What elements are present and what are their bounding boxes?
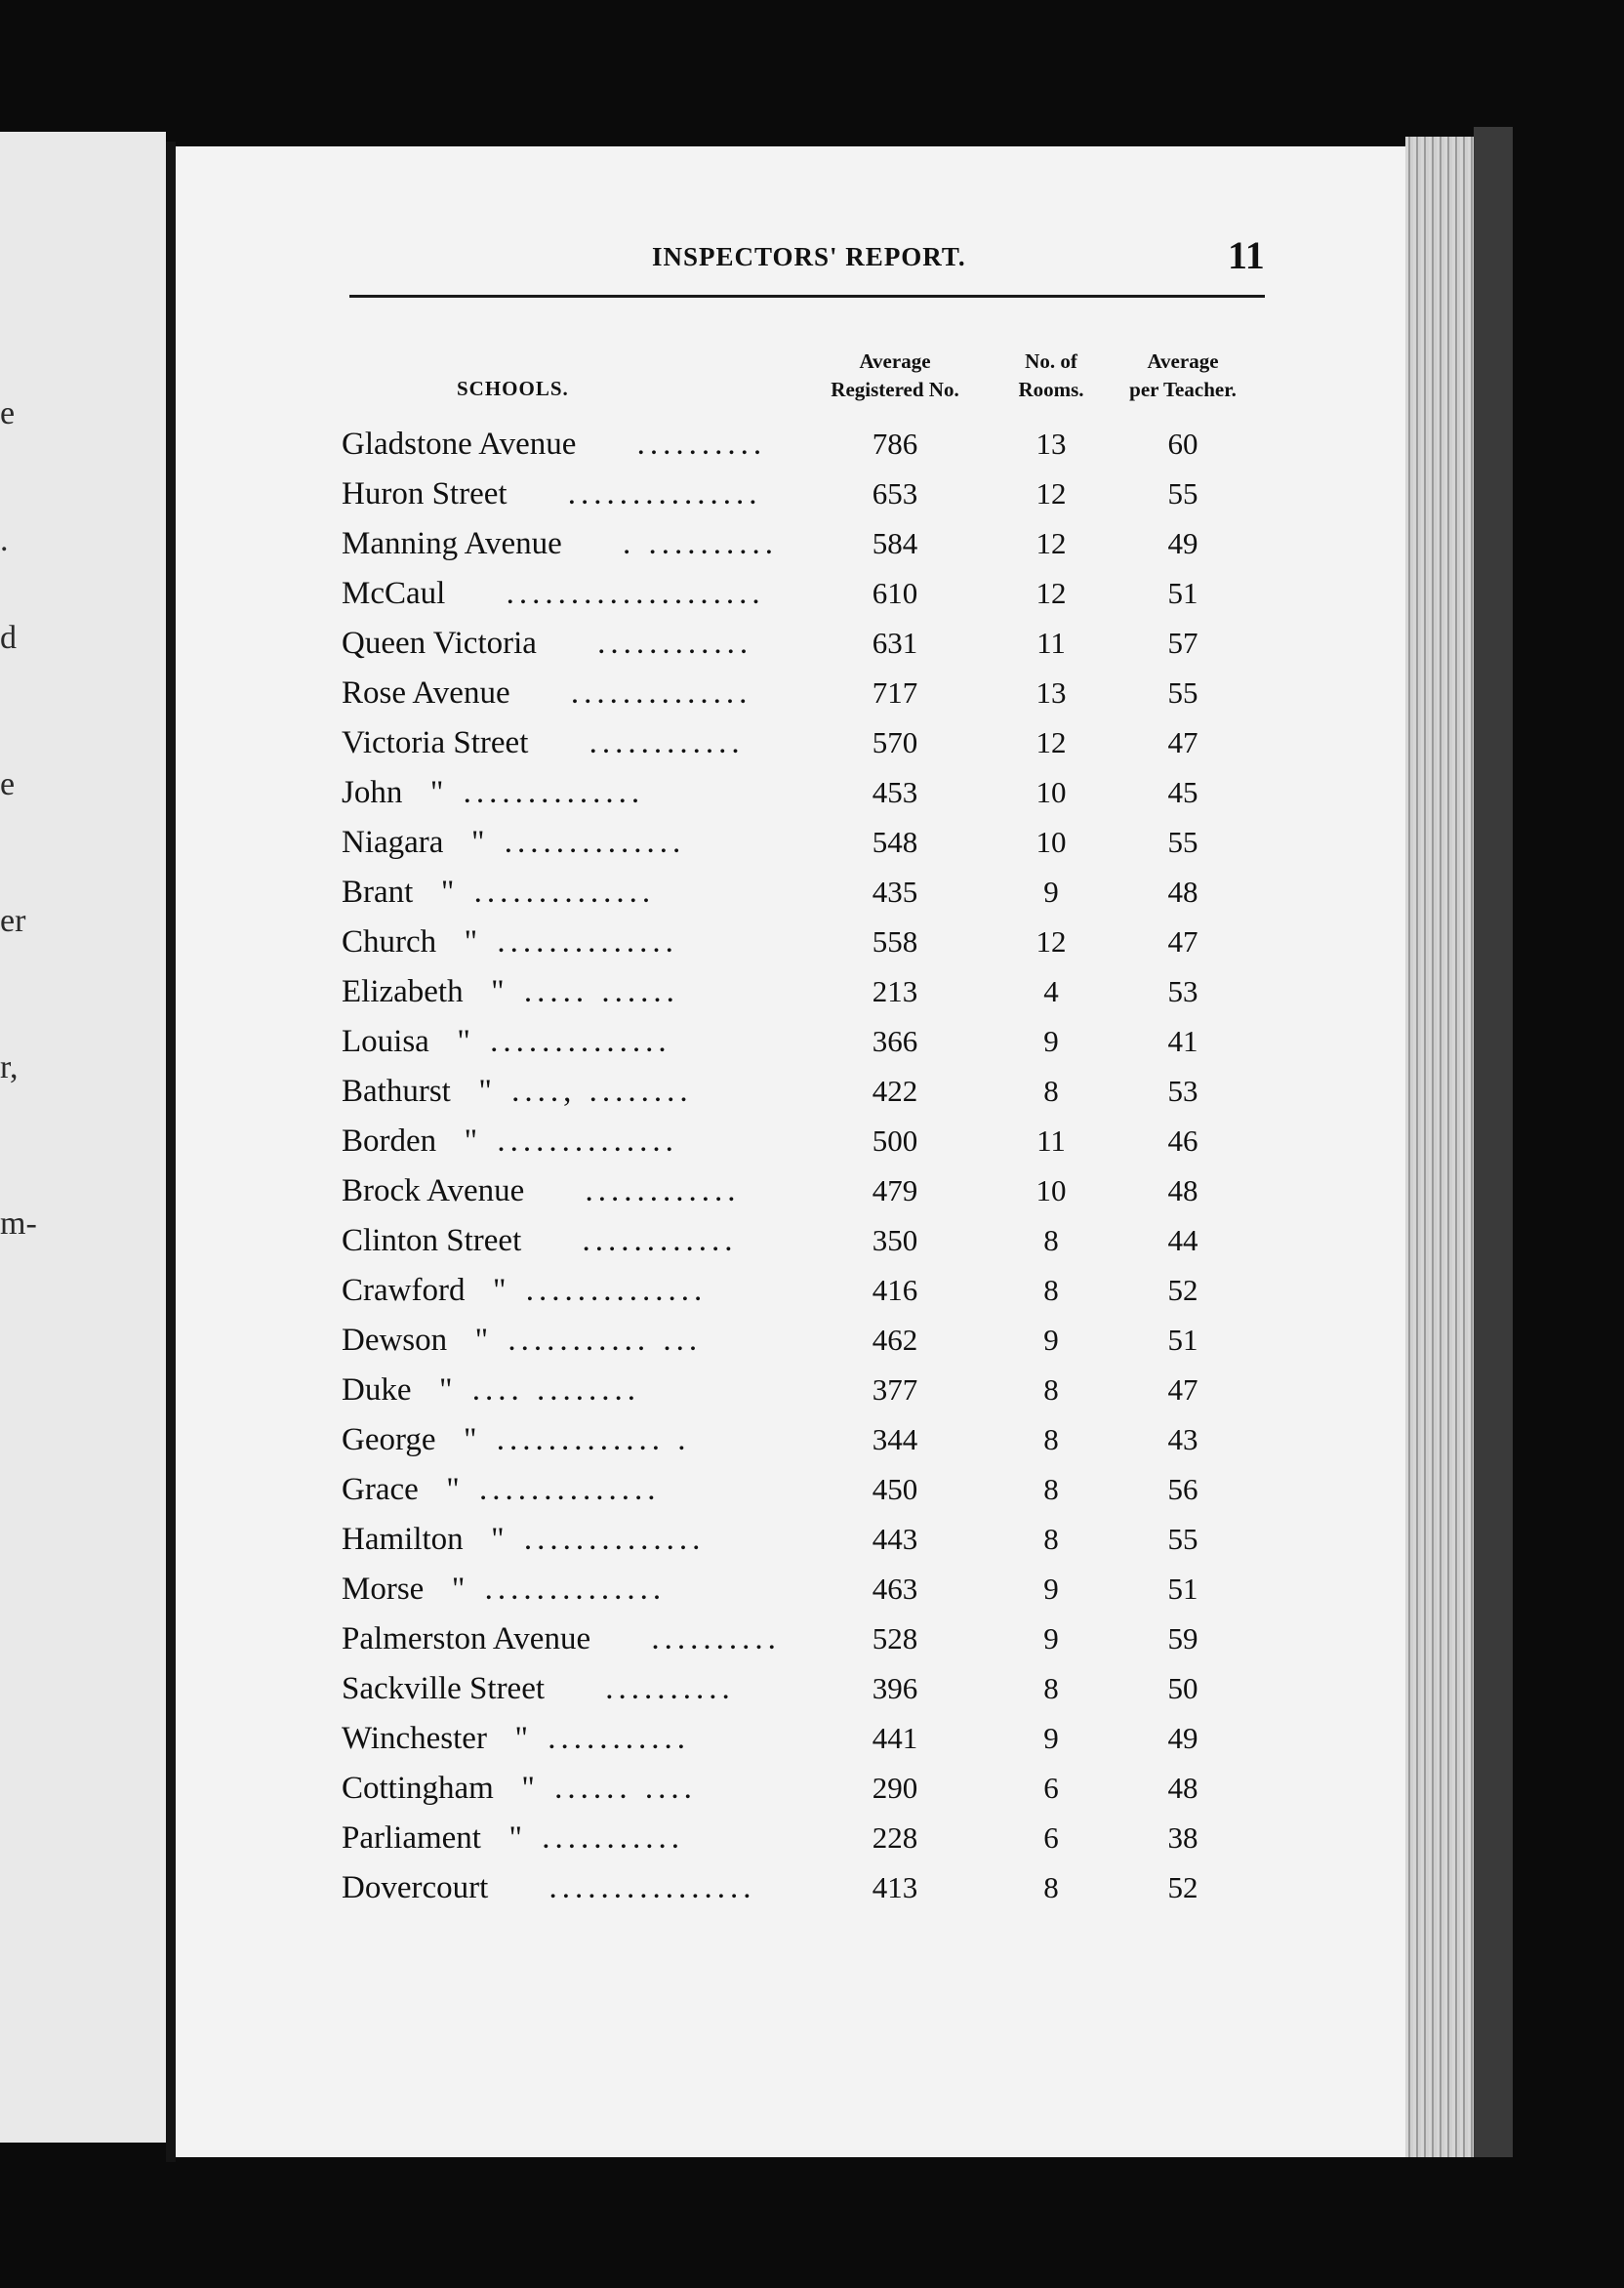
school-name: Morse	[342, 1572, 425, 1607]
table-row	[342, 1614, 1279, 1663]
rooms-cell: 12	[1035, 576, 1067, 610]
registered-cell: 479	[872, 1173, 918, 1207]
ditto-mark: "	[508, 1820, 522, 1856]
school-name: Brant	[342, 875, 414, 910]
registered-cell: 413	[872, 1870, 918, 1904]
rooms-cell: 8	[1043, 1223, 1059, 1257]
book-gutter	[166, 142, 176, 2162]
registered-cell: 441	[872, 1721, 918, 1755]
school-name: Niagara	[342, 825, 444, 860]
ditto-mark: "	[446, 1472, 460, 1507]
registered-cell: 528	[872, 1621, 918, 1655]
per-teacher-cell: 51	[1167, 576, 1198, 610]
leader-dots: ..............	[523, 1522, 706, 1557]
facing-page-text: r,	[0, 1049, 19, 1085]
table-row	[342, 669, 1279, 717]
column-header-line: No. of	[1025, 349, 1077, 373]
ditto-mark: "	[478, 1074, 492, 1109]
school-name: Dewson	[342, 1323, 448, 1358]
registered-cell: 366	[872, 1024, 918, 1058]
column-header-line: per Teacher.	[1129, 378, 1237, 401]
school-name-cell	[342, 768, 800, 817]
per-teacher-cell: 51	[1167, 1572, 1198, 1606]
column-header-line: Rooms.	[1018, 378, 1084, 401]
per-teacher-cell: 55	[1167, 1522, 1198, 1556]
school-name: George	[342, 1422, 436, 1457]
table-row	[342, 967, 1279, 1016]
school-name-cell	[342, 1117, 800, 1165]
school-name-cell	[342, 918, 800, 966]
table-row	[342, 818, 1279, 867]
rooms-cell: 9	[1043, 1323, 1059, 1357]
ditto-mark: "	[492, 1273, 507, 1308]
registered-cell: 435	[872, 875, 918, 909]
rooms-cell: 8	[1043, 1472, 1059, 1506]
ditto-mark: "	[438, 1372, 453, 1408]
rooms-cell: 8	[1043, 1273, 1059, 1307]
facing-page-text: d	[0, 620, 17, 656]
school-name-cell	[342, 669, 800, 717]
table-row	[342, 768, 1279, 817]
school-name: Crawford	[342, 1273, 466, 1308]
rooms-cell: 12	[1035, 526, 1067, 560]
rooms-cell: 10	[1035, 775, 1067, 809]
leader-dots: ..............	[473, 875, 656, 910]
ditto-mark: "	[464, 1124, 478, 1159]
per-teacher-cell: 38	[1167, 1820, 1198, 1855]
school-name: Winchester	[342, 1721, 487, 1756]
leader-dots: ..............	[504, 825, 686, 860]
school-name-cell	[342, 1764, 800, 1813]
per-teacher-cell: 47	[1167, 725, 1198, 759]
school-name-cell	[342, 619, 800, 668]
school-name-cell	[342, 1415, 800, 1464]
table-row	[342, 519, 1279, 568]
per-teacher-cell: 49	[1167, 526, 1198, 560]
leader-dots: ....................	[506, 576, 765, 611]
per-teacher-cell: 57	[1167, 626, 1198, 660]
school-name: Sackville Street	[342, 1671, 546, 1706]
rooms-cell: 8	[1043, 1671, 1059, 1705]
school-name: Clinton Street	[342, 1223, 522, 1258]
school-name: Parliament	[342, 1820, 481, 1856]
school-name: Rose Avenue	[342, 675, 510, 711]
table-row	[342, 1814, 1279, 1862]
registered-cell: 584	[872, 526, 918, 560]
table-row	[342, 470, 1279, 518]
school-name: Brock Avenue	[342, 1173, 525, 1208]
school-name-cell	[342, 1017, 800, 1066]
school-name: Cottingham	[342, 1771, 494, 1806]
rooms-cell: 10	[1035, 1173, 1067, 1207]
leader-dots: ............	[585, 1173, 741, 1208]
table-row	[342, 1266, 1279, 1315]
registered-cell: 653	[872, 476, 918, 511]
per-teacher-cell: 53	[1167, 1074, 1198, 1108]
school-name-cell	[342, 1266, 800, 1315]
leader-dots: ..............	[497, 924, 678, 960]
table-row	[342, 1316, 1279, 1365]
running-head: INSPECTORS' REPORT.	[652, 242, 966, 271]
leader-dots: .... ........	[471, 1372, 640, 1408]
table-row	[342, 1863, 1279, 1912]
ditto-mark: "	[474, 1323, 489, 1358]
rooms-cell: 6	[1043, 1771, 1059, 1805]
ditto-mark: "	[429, 775, 444, 810]
ditto-mark: "	[464, 924, 478, 960]
facing-page-text: er	[0, 903, 26, 939]
leader-dots: ..............	[497, 1124, 678, 1159]
column-header-registered	[812, 347, 978, 404]
registered-cell: 548	[872, 825, 918, 859]
school-name: John	[342, 775, 403, 810]
school-name: Louisa	[342, 1024, 429, 1059]
school-name-cell	[342, 1465, 800, 1514]
ditto-mark: "	[491, 974, 505, 1009]
table-row	[342, 1216, 1279, 1265]
leader-dots: ...........	[548, 1721, 690, 1756]
registered-cell: 462	[872, 1323, 918, 1357]
column-header-schools: SCHOOLS.	[457, 377, 569, 400]
registered-cell: 416	[872, 1273, 918, 1307]
leader-dots: ..........	[651, 1621, 781, 1656]
registered-cell: 422	[872, 1074, 918, 1108]
rooms-cell: 11	[1036, 626, 1066, 660]
school-name: Gladstone Avenue	[342, 427, 577, 462]
per-teacher-cell: 45	[1167, 775, 1198, 809]
registered-cell: 377	[872, 1372, 918, 1407]
table-row	[342, 718, 1279, 767]
registered-cell: 786	[872, 427, 918, 461]
school-name: Hamilton	[342, 1522, 464, 1557]
column-header-line: Registered No.	[831, 378, 959, 401]
rooms-cell: 9	[1043, 1024, 1059, 1058]
rooms-cell: 9	[1043, 1721, 1059, 1755]
school-name: Manning Avenue	[342, 526, 562, 561]
table-row	[342, 1515, 1279, 1564]
per-teacher-cell: 60	[1167, 427, 1198, 461]
school-name-cell	[342, 868, 800, 917]
school-name-cell	[342, 1614, 800, 1663]
facing-page-edge	[0, 132, 166, 2143]
registered-cell: 396	[872, 1671, 918, 1705]
registered-cell: 631	[872, 626, 918, 660]
school-name-cell	[342, 1714, 800, 1763]
school-name-cell	[342, 718, 800, 767]
rooms-cell: 13	[1035, 675, 1067, 710]
ditto-mark: "	[470, 825, 485, 860]
registered-cell: 228	[872, 1820, 918, 1855]
per-teacher-cell: 47	[1167, 1372, 1198, 1407]
leader-dots: ...... ....	[554, 1771, 697, 1806]
registered-cell: 213	[872, 974, 918, 1008]
registered-cell: 450	[872, 1472, 918, 1506]
ditto-mark: "	[457, 1024, 470, 1059]
header-rule	[349, 295, 1265, 298]
school-name: Queen Victoria	[342, 626, 537, 661]
school-name-cell	[342, 420, 800, 469]
per-teacher-cell: 55	[1167, 675, 1198, 710]
registered-cell: 717	[872, 675, 918, 710]
leader-dots: ..............	[570, 675, 752, 711]
registered-cell: 453	[872, 775, 918, 809]
per-teacher-cell: 55	[1167, 825, 1198, 859]
rooms-cell: 9	[1043, 1572, 1059, 1606]
school-name: Bathurst	[342, 1074, 451, 1109]
rooms-cell: 12	[1035, 725, 1067, 759]
ditto-mark: "	[440, 875, 455, 910]
leader-dots: ............	[589, 725, 745, 760]
per-teacher-cell: 52	[1167, 1870, 1198, 1904]
column-header-per-teacher	[1115, 347, 1251, 404]
registered-cell: 463	[872, 1572, 918, 1606]
rooms-cell: 8	[1043, 1422, 1059, 1456]
rooms-cell: 9	[1043, 1621, 1059, 1655]
leader-dots: . ..........	[623, 526, 779, 561]
registered-cell: 443	[872, 1522, 918, 1556]
per-teacher-cell: 48	[1167, 1173, 1198, 1207]
school-name-cell	[342, 1216, 800, 1265]
table-row	[342, 1415, 1279, 1464]
per-teacher-cell: 52	[1167, 1273, 1198, 1307]
school-name-cell	[342, 1664, 800, 1713]
leader-dots: ..........	[636, 427, 767, 462]
rooms-cell: 12	[1035, 924, 1067, 959]
table-row	[342, 1366, 1279, 1414]
registered-cell: 610	[872, 576, 918, 610]
rooms-cell: 12	[1035, 476, 1067, 511]
leader-dots: ........... ...	[508, 1323, 703, 1358]
school-name: Grace	[342, 1472, 419, 1507]
school-name-cell	[342, 1515, 800, 1564]
leader-dots: ............	[597, 626, 753, 661]
table-row	[342, 918, 1279, 966]
table-row	[342, 420, 1279, 469]
per-teacher-cell: 41	[1167, 1024, 1198, 1058]
table-row	[342, 1764, 1279, 1813]
school-name: Elizabeth	[342, 974, 464, 1009]
table-row	[342, 1017, 1279, 1066]
per-teacher-cell: 46	[1167, 1124, 1198, 1158]
table-row	[342, 1565, 1279, 1614]
registered-cell: 500	[872, 1124, 918, 1158]
leader-dots: ..............	[525, 1273, 708, 1308]
page-number: 11	[1228, 233, 1265, 277]
leader-dots: ................	[548, 1870, 756, 1905]
school-name-cell	[342, 967, 800, 1016]
rooms-cell: 8	[1043, 1522, 1059, 1556]
rooms-cell: 6	[1043, 1820, 1059, 1855]
rooms-cell: 8	[1043, 1870, 1059, 1904]
school-name-cell	[342, 1565, 800, 1614]
table-row	[342, 569, 1279, 618]
leader-dots: ..............	[479, 1472, 661, 1507]
rooms-cell: 4	[1043, 974, 1059, 1008]
school-name-cell	[342, 1166, 800, 1215]
per-teacher-cell: 47	[1167, 924, 1198, 959]
column-header-line: Average	[859, 349, 931, 373]
leader-dots: ..............	[463, 775, 645, 810]
leader-dots: ...........	[542, 1820, 684, 1856]
school-name-cell	[342, 569, 800, 618]
per-teacher-cell: 53	[1167, 974, 1198, 1008]
facing-page-text: e	[0, 766, 16, 802]
per-teacher-cell: 55	[1167, 476, 1198, 511]
leader-dots: ..........	[605, 1671, 735, 1706]
per-teacher-cell: 43	[1167, 1422, 1198, 1456]
per-teacher-cell: 48	[1167, 1771, 1198, 1805]
school-name: Duke	[342, 1372, 412, 1408]
school-name-cell	[342, 519, 800, 568]
table-row	[342, 1465, 1279, 1514]
table-row	[342, 1117, 1279, 1165]
school-name-cell	[342, 818, 800, 867]
column-header-rooms	[988, 347, 1115, 404]
school-name: McCaul	[342, 576, 446, 611]
leader-dots: ............. .	[496, 1422, 691, 1457]
school-name: Palmerston Avenue	[342, 1621, 591, 1656]
table-row	[342, 1067, 1279, 1116]
leader-dots: ..............	[490, 1024, 671, 1059]
table-row	[342, 619, 1279, 668]
column-header-line: Average	[1147, 349, 1219, 373]
per-teacher-cell: 48	[1167, 875, 1198, 909]
per-teacher-cell: 51	[1167, 1323, 1198, 1357]
rooms-cell: 8	[1043, 1074, 1059, 1108]
school-name-cell	[342, 1863, 800, 1912]
per-teacher-cell: 44	[1167, 1223, 1198, 1257]
school-name-cell	[342, 470, 800, 518]
per-teacher-cell: 59	[1167, 1621, 1198, 1655]
ditto-mark: "	[491, 1522, 505, 1557]
page-stack-edge	[1405, 137, 1474, 2157]
facing-page-text: e	[0, 395, 16, 431]
school-name-cell	[342, 1067, 800, 1116]
school-name: Huron Street	[342, 476, 508, 511]
table-row	[342, 1166, 1279, 1215]
registered-cell: 558	[872, 924, 918, 959]
ditto-mark: "	[451, 1572, 466, 1607]
leader-dots: ..............	[484, 1572, 667, 1607]
registered-cell: 570	[872, 725, 918, 759]
facing-page-text: m-	[0, 1205, 37, 1242]
school-name-cell	[342, 1814, 800, 1862]
book-cover-edge	[1474, 127, 1513, 2157]
leader-dots: ...., ........	[511, 1074, 693, 1109]
table-row	[342, 1714, 1279, 1763]
rooms-cell: 9	[1043, 875, 1059, 909]
registered-cell: 290	[872, 1771, 918, 1805]
per-teacher-cell: 50	[1167, 1671, 1198, 1705]
ditto-mark: "	[521, 1771, 535, 1806]
per-teacher-cell: 49	[1167, 1721, 1198, 1755]
ditto-mark: "	[514, 1721, 528, 1756]
leader-dots: ..... ......	[523, 974, 679, 1009]
registered-cell: 344	[872, 1422, 918, 1456]
school-name: Victoria Street	[342, 725, 529, 760]
table-row	[342, 1664, 1279, 1713]
rooms-cell: 13	[1035, 427, 1067, 461]
school-name: Church	[342, 924, 437, 960]
school-name: Dovercourt	[342, 1870, 489, 1905]
leader-dots: ............	[582, 1223, 738, 1258]
school-name-cell	[342, 1366, 800, 1414]
registered-cell: 350	[872, 1223, 918, 1257]
rooms-cell: 11	[1036, 1124, 1066, 1158]
leader-dots: ...............	[567, 476, 762, 511]
rooms-cell: 10	[1035, 825, 1067, 859]
school-name: Borden	[342, 1124, 437, 1159]
school-name-cell	[342, 1316, 800, 1365]
per-teacher-cell: 56	[1167, 1472, 1198, 1506]
table-row	[342, 868, 1279, 917]
rooms-cell: 8	[1043, 1372, 1059, 1407]
ditto-mark: "	[464, 1422, 477, 1457]
facing-page-text: .	[0, 522, 9, 558]
